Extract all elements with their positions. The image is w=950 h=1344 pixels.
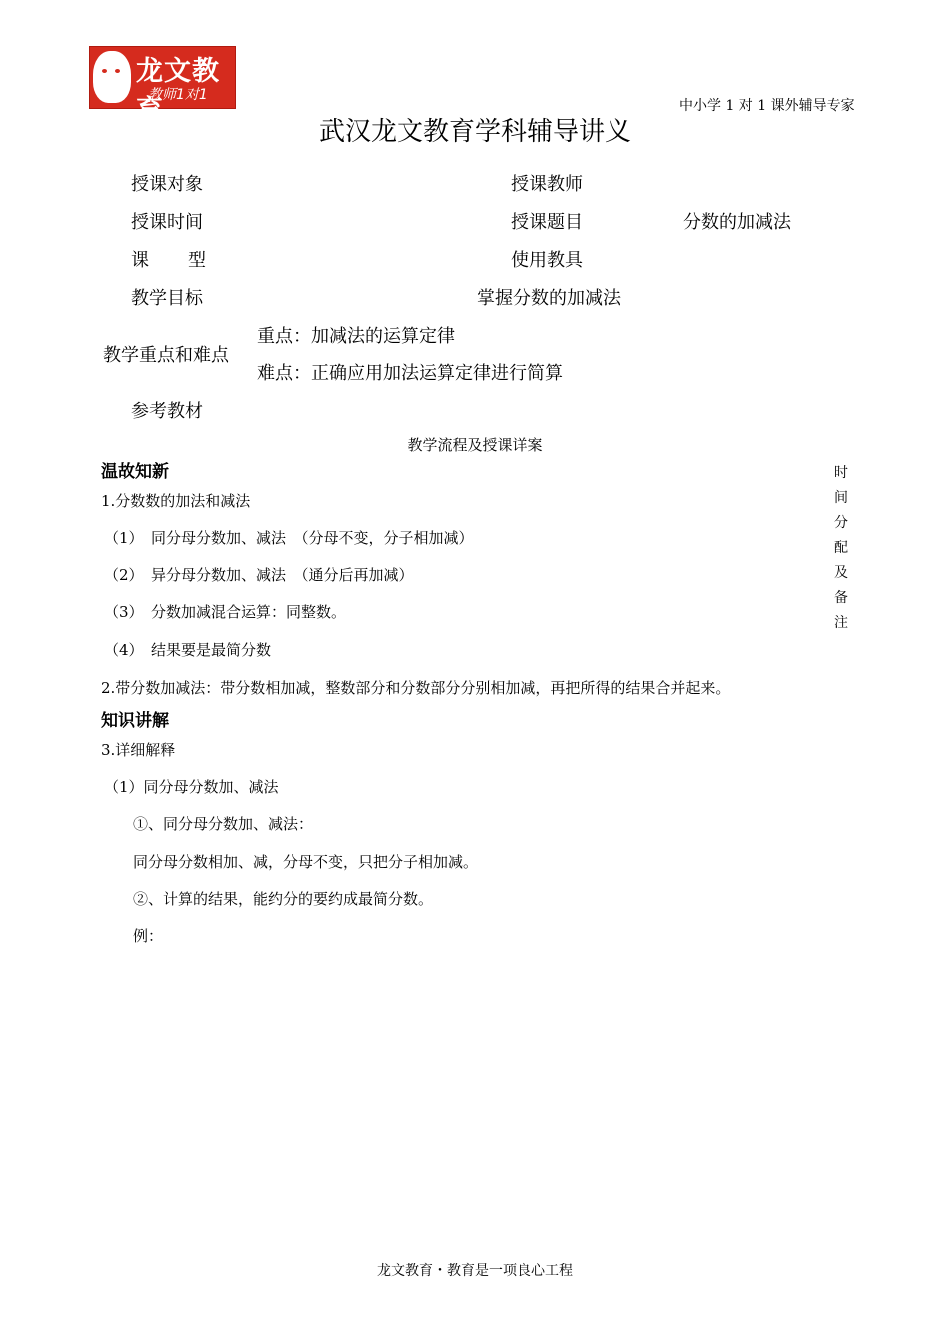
- knowledge-point-1-text: 同分母分数相加、减，分母不变，只把分子相加减。: [133, 853, 479, 871]
- knowledge-heading: 知识讲解: [101, 711, 169, 731]
- difficult-point: 难点：正确应用加法运算定律进行简算: [257, 363, 563, 384]
- flow-title: 教学流程及授课详案: [407, 436, 543, 454]
- type-label-b: 型: [188, 250, 206, 271]
- type-label-a: 课: [131, 250, 149, 271]
- knowledge-example: 例：: [133, 927, 164, 945]
- tools-label: 使用教具: [511, 250, 583, 271]
- teacher-label: 授课教师: [511, 174, 583, 195]
- goal-label: 教学目标: [131, 288, 203, 309]
- review-item-2: 2.带分数加减法：带分数相加减，整数部分和分数部分分别相加减，再把所得的结果合并起来。: [101, 679, 731, 697]
- side-label: [833, 461, 849, 636]
- knowledge-item-3: 3.详细解释: [101, 741, 176, 759]
- knowledge-point-1: ①、同分母分数加、减法：: [133, 815, 314, 833]
- keypoints-label: 教学重点和难点: [103, 345, 229, 366]
- reference-label: 参考教材: [131, 401, 203, 422]
- side-label-char: 间: [834, 490, 848, 506]
- review-sub-4: （4） 结果要是最简分数: [104, 641, 272, 659]
- review-sub-2: （2） 异分母分数加、减法 （通分后再加减）: [104, 566, 414, 584]
- side-label-char: 时: [834, 465, 848, 481]
- side-label-char: 注: [834, 615, 848, 631]
- key-point: 重点：加减法的运算定律: [257, 326, 455, 347]
- goal-value: 掌握分数的加减法: [477, 288, 621, 309]
- review-sub-1: （1） 同分母分数加、减法 （分母不变，分子相加减）: [104, 529, 474, 547]
- review-sub-3: （3） 分数加减混合运算：同整数。: [104, 603, 347, 621]
- side-label-char: 配: [834, 540, 848, 556]
- knowledge-point-2: ②、计算的结果，能约分的要约成最简分数。: [133, 890, 434, 908]
- review-item-1: 1.分数数的加法和减法: [101, 492, 251, 510]
- logo-text: 龙文教育: [136, 56, 220, 126]
- logo-subtext: 教师1对1: [148, 87, 208, 103]
- header-tagline: 中小学 1 对 1 课外辅导专家: [679, 98, 855, 114]
- logo-face-icon: [93, 51, 131, 103]
- side-label-char: 分: [834, 515, 848, 531]
- page-footer: 龙文教育・教育是一项良心工程: [377, 1263, 573, 1279]
- subject-label: 授课对象: [131, 174, 203, 195]
- topic-value: 分数的加减法: [683, 212, 791, 233]
- review-heading: 温故知新: [101, 462, 169, 482]
- page-title: 武汉龙文教育学科辅导讲义: [318, 117, 631, 147]
- knowledge-sub-1: （1）同分母分数加、减法: [104, 778, 279, 796]
- time-label: 授课时间: [131, 212, 203, 233]
- logo: [89, 46, 236, 126]
- topic-label: 授课题目: [511, 212, 583, 233]
- side-label-char: 及: [834, 565, 848, 581]
- side-label-char: 备: [834, 590, 848, 606]
